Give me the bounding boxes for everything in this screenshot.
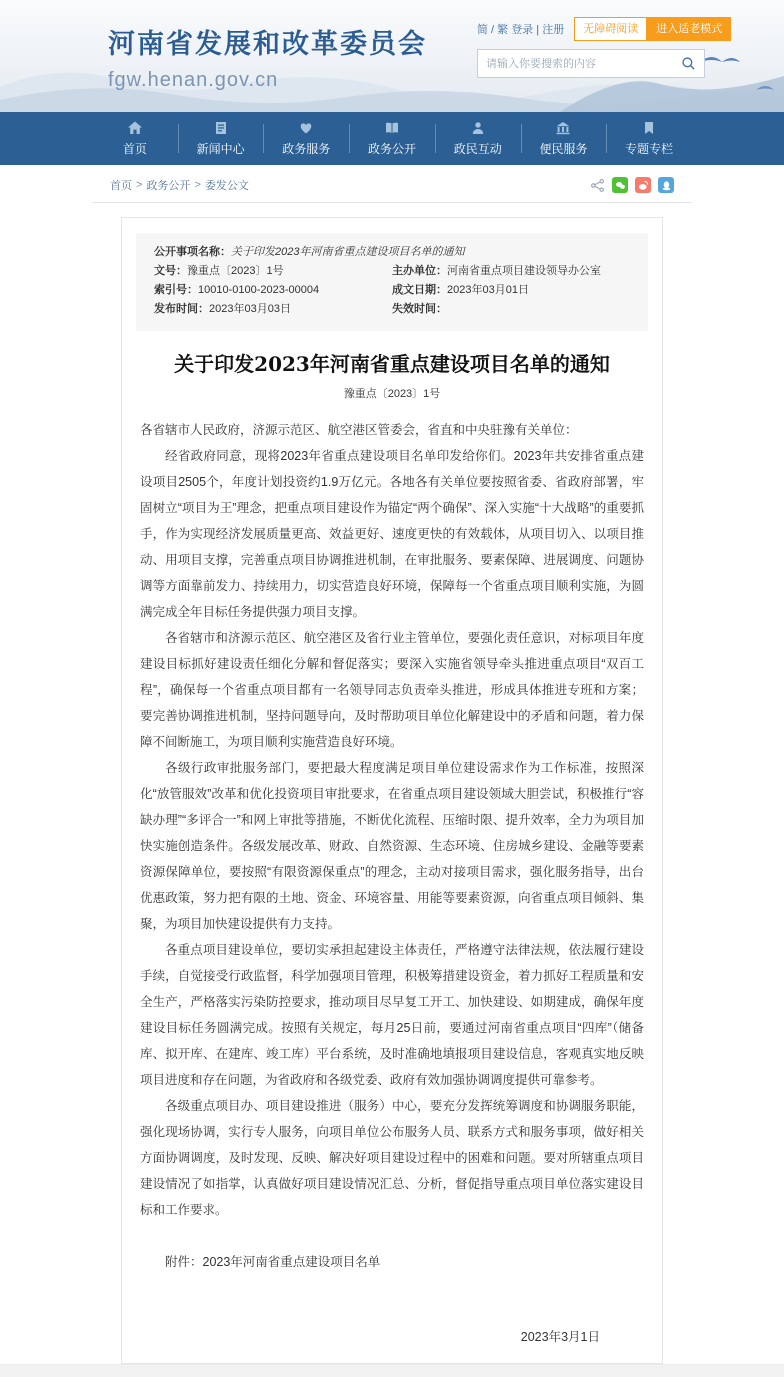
nav-item-interaction[interactable]: [435, 112, 521, 165]
nav-label: 首页: [122, 142, 147, 156]
weibo-share-icon[interactable]: [635, 177, 651, 193]
meta-host-label: 主办单位：: [392, 265, 447, 277]
breadcrumb-separator: >: [136, 179, 143, 191]
breadcrumb-current: 委发公文: [204, 180, 249, 192]
meta-written-date-label: 成文日期：: [392, 284, 447, 296]
nav-item-convenience[interactable]: [521, 112, 607, 165]
bird-icon: [700, 57, 740, 62]
site-banner: [0, 0, 784, 112]
nav-item-services[interactable]: [263, 112, 349, 165]
document-date: 2023年3月1日: [520, 1330, 600, 1344]
site-url: fgw.henan.gov.cn: [108, 69, 279, 91]
meta-name-value: 关于印发2023年河南省重点建设项目名单的通知: [231, 246, 465, 258]
meta-publish-label: 发布时间：: [154, 303, 209, 315]
article-card: [121, 217, 663, 1364]
document-title: 关于印发2023年河南省重点建设项目名单的通知: [174, 352, 610, 376]
nav-label: 便民服务: [539, 142, 588, 156]
news-icon: [213, 120, 229, 136]
document-meta-box: [136, 233, 648, 331]
footer-strip: [0, 1364, 784, 1377]
meta-index-label: 索引号：: [154, 284, 198, 296]
accessibility-button[interactable]: 无障碍阅读: [574, 17, 647, 41]
nav-item-news[interactable]: [178, 112, 264, 165]
nav-label: 专题专栏: [625, 142, 674, 156]
meta-docno-value: 豫重点〔2023〕1号: [187, 265, 284, 277]
salutation: 各省辖市人民政府，济源示范区、航空港区管委会，省直和中央驻豫有关单位：: [140, 423, 578, 437]
heart-icon: [298, 120, 314, 136]
meta-host-value: 河南省重点项目建设领导办公室: [447, 265, 601, 277]
meta-publish-value: 2023年03月03日: [209, 303, 291, 315]
meta-written-date-value: 2023年03月01日: [447, 284, 529, 296]
nav-item-disclosure[interactable]: [349, 112, 435, 165]
search-box: [477, 49, 705, 78]
nav-label: 新闻中心: [196, 142, 245, 156]
attachment-line[interactable]: 附件：2023年河南省重点建设项目名单: [165, 1255, 381, 1269]
breadcrumb-disclosure[interactable]: 政务公开: [146, 180, 191, 192]
nav-label: 政务公开: [368, 142, 417, 156]
paragraph: 各省辖市和济源示范区、航空港区及省行业主管单位，要强化责任意识，对标项目年度建设目标抓好建设责任细化分解和督促落实；要深入实施省领导牵头推进重点项目“双百工程”，确保每一个省重点项目都有一名领导同志负责牵头推进，形成具体推进专班和方案；要完善协调推进机制，坚持问题导向，及时帮助项目单位化解建设中的矛盾和问题，着力保障不间断施工，为项目顺利实施营造良好环境。: [140, 631, 644, 749]
meta-docno-label: 文号：: [154, 265, 187, 277]
nav-item-home[interactable]: [92, 112, 178, 165]
site-title: 河南省发展和改革委员会: [108, 29, 427, 59]
book-icon: [384, 120, 400, 136]
meta-name-label: 公开事项名称：: [154, 246, 231, 258]
nav-label: 政民互动: [453, 142, 502, 156]
paragraph: 经省政府同意，现将2023年省重点建设项目名单印发给你们。2023年共安排省重点建设项目2505个，年度计划投资约1.9万亿元。各地各有关单位要按照省委、省政府部署，牢固树立“项目为王”理念，把重点项目建设作为锚定“两个确保”、深入实施“十大战略”的重要抓手，作为实现经济发展质量更高、效益更好、速度更快的有效载体，从项目切入、以项目推动、用项目支撑，完善重点项目协调推进机制，在审批服务、要素保障、进展调度、问题协调等方面靠前发力、持续用力，切实营造良好环境，保障每一个省重点项目顺利实施，为圆满完成全年目标任务提供强力项目支撑。: [140, 449, 644, 619]
nav-label: 政务服务: [282, 142, 331, 156]
share-icon[interactable]: [590, 178, 605, 193]
site-logo[interactable]: [108, 22, 427, 92]
search-input[interactable]: [486, 58, 681, 70]
paragraph: 各级重点项目办、项目建设推进（服务）中心，要充分发挥统筹调度和协调服务职能，强化现场协调，实行专人服务，向项目单位公布服务人员、联系方式和服务事项，做好相关方面协调调度，及时发现、反映、解决好项目建设过程中的困难和问题。要对所辖重点项目建设情况了如指掌，认真做好项目建设情况汇总、分析，督促指导重点项目单位落实建设目标和工作要求。: [140, 1099, 644, 1217]
wechat-share-icon[interactable]: [612, 177, 628, 193]
elder-mode-button[interactable]: 进入适老模式: [647, 17, 731, 41]
search-icon[interactable]: [681, 56, 696, 71]
building-icon: [555, 120, 571, 136]
breadcrumb-home[interactable]: 首页: [110, 180, 132, 192]
qq-share-icon[interactable]: [658, 177, 674, 193]
header-utilities: [477, 16, 723, 78]
document-number: 豫重点〔2023〕1号: [343, 388, 441, 400]
document-body: [136, 417, 648, 1275]
main-nav: [0, 112, 784, 165]
home-icon: [127, 120, 143, 136]
nav-item-special[interactable]: [606, 112, 692, 165]
meta-expire-label: 失效时间：: [392, 303, 447, 315]
paragraph: 各级行政审批服务部门，要把最大程度满足项目单位建设需求作为工作标准，按照深化“放管服效”改革和优化投资项目审批要求，在省重点项目建设领域大胆尝试，积极推行“容缺办理”“多评合一”和网上审批等措施，不断优化流程、压缩时限、提升效率，全力为项目加快实施创造条件。各级发展改革、财政、自然资源、生态环境、住房城乡建设、金融等要素资源保障单位，要按照“有限资源保重点”的理念，主动对接项目需求，强化服务指导，出台优惠政策，努力把有限的土地、资金、环境容量、用能等要素资源，向省重点项目倾斜、集聚，为项目加快建设提供有力支持。: [140, 761, 644, 931]
breadcrumb: [92, 165, 692, 203]
paragraph: 各重点项目建设单位，要切实承担起建设主体责任，严格遵守法律法规，依法履行建设手续，自觉接受行政监督，科学加强项目管理，积极筹措建设资金，着力抓好工程质量和安全生产，严格落实污染防控要求，推动项目尽早复工开工、加快建设、如期建成，确保年度建设目标任务圆满完成。按照有关规定，每月25日前，要通过河南省重点项目“四库”（储备库、拟开库、在建库、竣工库）平台系统，及时准确地填报项目建设信息，客观真实地反映项目进度和存在问题，为省政府和各级党委、政府有效加强协调调度提供可靠参考。: [140, 943, 644, 1087]
person-icon: [470, 120, 486, 136]
bookmark-icon: [641, 120, 657, 136]
breadcrumb-separator: >: [194, 179, 201, 191]
lang-login-links[interactable]: 简 / 繁 登录 | 注册: [477, 24, 565, 36]
meta-index-value: 10010-0100-2023-00004: [198, 284, 320, 296]
